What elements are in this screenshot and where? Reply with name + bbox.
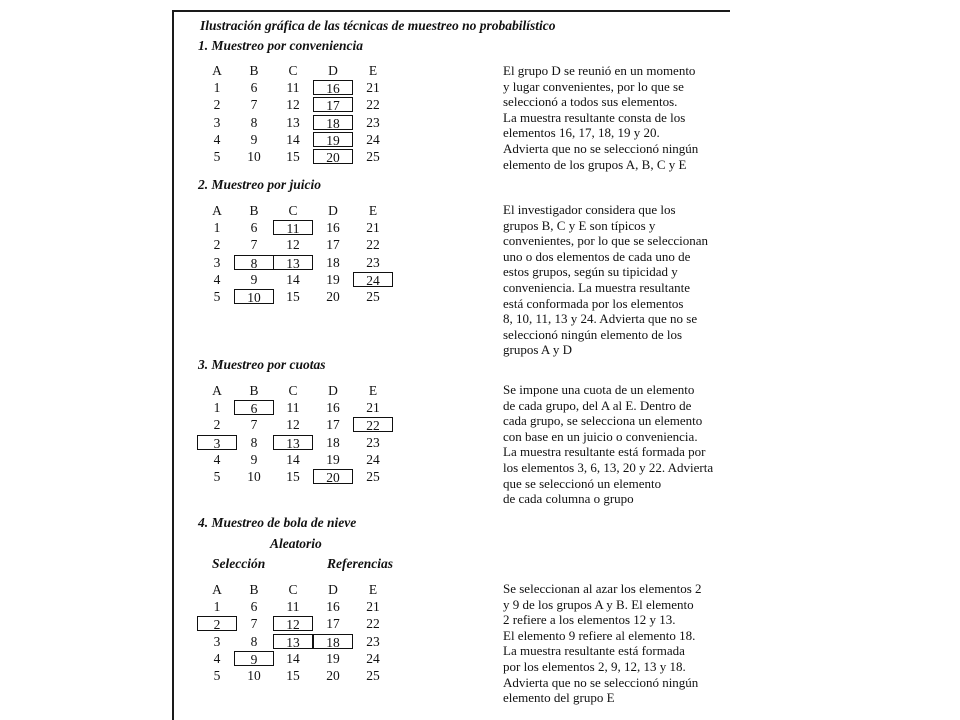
section-4-title: 4. Muestreo de bola de nieve bbox=[198, 515, 357, 530]
description-line: Se seleccionan al azar los elementos 2 bbox=[503, 581, 702, 596]
column-header: A bbox=[212, 582, 222, 597]
column-header: B bbox=[249, 582, 259, 597]
grid-element: 11 bbox=[286, 599, 300, 615]
column-header: B bbox=[249, 63, 259, 78]
description-line: Se impone una cuota de un elemento bbox=[503, 382, 695, 397]
grid-element: 3 bbox=[213, 254, 221, 270]
grid-element: 24 bbox=[366, 650, 380, 666]
grid-element: 1 bbox=[213, 400, 221, 416]
grid-element: 24 bbox=[366, 131, 380, 147]
selected-element: 17 bbox=[313, 97, 353, 112]
label-referencias: Referencias bbox=[327, 556, 393, 571]
grid-element: 14 bbox=[286, 131, 300, 147]
grid-element: 2 bbox=[213, 417, 221, 433]
description-line: los elementos 3, 6, 13, 20 y 22. Advierta bbox=[503, 459, 714, 475]
description-line: El grupo D se reunió en un momento bbox=[503, 63, 696, 78]
grid-element: 25 bbox=[366, 668, 380, 683]
grid-element: 14 bbox=[286, 650, 300, 666]
description-line: seleccionó a todos sus elementos. bbox=[503, 94, 678, 110]
description-line: de cada columna o grupo bbox=[503, 491, 634, 507]
grid-element: 7 bbox=[250, 417, 258, 433]
column-header: C bbox=[288, 383, 298, 398]
description-line: El investigador considera que los bbox=[503, 202, 676, 217]
grid-element: 23 bbox=[366, 114, 380, 130]
selected-element: 13 bbox=[273, 255, 313, 270]
column-header: E bbox=[368, 383, 378, 398]
description-line: uno o dos elementos de cada uno de bbox=[503, 248, 691, 264]
grid-element: 17 bbox=[326, 616, 340, 632]
grid-element: 2 bbox=[213, 237, 221, 253]
selected-element: 3 bbox=[197, 435, 237, 450]
grid-element: 6 bbox=[250, 220, 258, 236]
description-line: elemento de los grupos A, B, C y E bbox=[503, 156, 687, 172]
grid-element: 12 bbox=[286, 237, 300, 253]
grid-element: 16 bbox=[326, 599, 340, 615]
description-line: y lugar convenientes, por lo que se bbox=[503, 78, 684, 94]
grid-element: 19 bbox=[326, 451, 340, 467]
description-line: grupos B, C y E son típicos y bbox=[503, 217, 656, 233]
grid-element: 8 bbox=[250, 633, 258, 649]
selected-element: 13 bbox=[273, 634, 313, 649]
grid-element: 7 bbox=[250, 616, 258, 632]
grid-element: 22 bbox=[366, 237, 380, 253]
grid-element: 15 bbox=[286, 469, 300, 484]
column-header: D bbox=[328, 383, 338, 398]
grid-element: 25 bbox=[366, 149, 380, 164]
grid-element: 5 bbox=[213, 149, 221, 164]
grid-element: 8 bbox=[250, 434, 258, 450]
description-line: elementos 16, 17, 18, 19 y 20. bbox=[503, 125, 660, 141]
description-line: El elemento 9 refiere al elemento 18. bbox=[503, 627, 696, 643]
grid-element: 15 bbox=[286, 149, 300, 164]
selected-element: 6 bbox=[234, 400, 274, 415]
grid-element: 11 bbox=[286, 400, 300, 416]
selected-element: 22 bbox=[353, 417, 393, 432]
grid-element: 12 bbox=[286, 97, 300, 113]
grid-element: 21 bbox=[366, 599, 380, 615]
grid-element: 12 bbox=[286, 417, 300, 433]
grid-element: 10 bbox=[247, 469, 261, 484]
column-header: D bbox=[328, 203, 338, 218]
grid-element: 17 bbox=[326, 237, 340, 253]
selected-element: 12 bbox=[273, 616, 313, 631]
grid-element: 5 bbox=[213, 668, 221, 683]
grid-element: 18 bbox=[326, 254, 340, 270]
document-title: Ilustración gráfica de las técnicas de muestreo no probabilístico bbox=[200, 18, 556, 33]
grid-element: 9 bbox=[250, 131, 258, 147]
selected-element: 19 bbox=[313, 132, 353, 147]
column-header: C bbox=[288, 582, 298, 597]
grid-element: 15 bbox=[286, 668, 300, 683]
grid-element: 2 bbox=[213, 97, 221, 113]
column-header: A bbox=[212, 63, 222, 78]
description-line: seleccionó ningún elemento de los bbox=[503, 326, 683, 342]
grid-element: 21 bbox=[366, 80, 380, 96]
description-line: conveniencia. La muestra resultante bbox=[503, 279, 690, 295]
grid-element: 5 bbox=[213, 289, 221, 304]
grid-element: 22 bbox=[366, 97, 380, 113]
grid-element: 24 bbox=[366, 451, 380, 467]
description-line: grupos A y D bbox=[503, 342, 572, 358]
grid-element: 7 bbox=[250, 97, 258, 113]
description-line: cada grupo, se selecciona un elemento bbox=[503, 413, 703, 429]
grid-element: 1 bbox=[213, 80, 221, 96]
section-3-description bbox=[503, 382, 735, 507]
grid-element: 9 bbox=[250, 451, 258, 467]
selected-element: 16 bbox=[313, 80, 353, 95]
grid-element: 4 bbox=[213, 271, 221, 287]
description-line: y 9 de los grupos A y B. El elemento bbox=[503, 596, 694, 612]
column-header: C bbox=[288, 63, 298, 78]
description-line: La muestra resultante consta de los bbox=[503, 109, 686, 125]
grid-element: 4 bbox=[213, 131, 221, 147]
grid-element: 16 bbox=[326, 220, 340, 236]
description-line: Advierta que no se seleccionó ningún bbox=[503, 140, 699, 156]
grid-element: 4 bbox=[213, 451, 221, 467]
grid-element: 21 bbox=[366, 220, 380, 236]
section-2-description bbox=[503, 202, 735, 358]
grid-element: 7 bbox=[250, 237, 258, 253]
grid-element: 14 bbox=[286, 271, 300, 287]
description-line: 2 refiere a los elementos 12 y 13. bbox=[503, 612, 676, 628]
left-rule bbox=[172, 10, 174, 720]
selected-element: 20 bbox=[313, 469, 353, 484]
grid-element: 20 bbox=[326, 289, 340, 304]
grid-element: 18 bbox=[326, 434, 340, 450]
description-line: estos grupos, según su tipicidad y bbox=[503, 264, 678, 280]
label-aleatorio: Aleatorio bbox=[270, 536, 322, 551]
description-line: convenientes, por lo que se seleccionan bbox=[503, 233, 709, 249]
column-header: C bbox=[288, 203, 298, 218]
selected-element: 11 bbox=[273, 220, 313, 235]
grid-element: 16 bbox=[326, 400, 340, 416]
description-line: La muestra resultante está formada por bbox=[503, 444, 706, 460]
selected-element: 8 bbox=[234, 255, 274, 270]
grid-element: 8 bbox=[250, 114, 258, 130]
description-line: por los elementos 2, 9, 12, 13 y 18. bbox=[503, 658, 686, 674]
grid-element: 15 bbox=[286, 289, 300, 304]
description-line: de cada grupo, del A al E. Dentro de bbox=[503, 397, 692, 413]
column-header: E bbox=[368, 63, 378, 78]
grid-element: 25 bbox=[366, 289, 380, 304]
selected-element: 13 bbox=[273, 435, 313, 450]
description-line: está conformada por los elementos bbox=[503, 295, 684, 311]
grid-element: 1 bbox=[213, 599, 221, 615]
selected-element: 18 bbox=[313, 115, 353, 130]
label-seleccion: Selección bbox=[212, 556, 266, 571]
description-line: con base en un juicio o conveniencia. bbox=[503, 428, 698, 444]
section-2-title: 2. Muestreo por juicio bbox=[198, 177, 322, 192]
grid-element: 19 bbox=[326, 271, 340, 287]
grid-element: 20 bbox=[326, 668, 340, 683]
column-header: A bbox=[212, 383, 222, 398]
grid-element: 10 bbox=[247, 149, 261, 164]
column-header: E bbox=[368, 582, 378, 597]
section-1-description bbox=[503, 63, 735, 172]
grid-element: 4 bbox=[213, 650, 221, 666]
section-1-title: 1. Muestreo por conveniencia bbox=[198, 38, 363, 53]
grid-element: 19 bbox=[326, 650, 340, 666]
grid-element: 10 bbox=[247, 668, 261, 683]
grid-element: 21 bbox=[366, 400, 380, 416]
section-4-description bbox=[503, 581, 735, 706]
selected-element: 2 bbox=[197, 616, 237, 631]
grid-element: 11 bbox=[286, 80, 300, 96]
top-rule bbox=[172, 10, 730, 12]
grid-element: 1 bbox=[213, 220, 221, 236]
column-header: D bbox=[328, 582, 338, 597]
grid-element: 23 bbox=[366, 633, 380, 649]
grid-element: 13 bbox=[286, 114, 300, 130]
grid-element: 9 bbox=[250, 271, 258, 287]
column-header: E bbox=[368, 203, 378, 218]
grid-element: 25 bbox=[366, 469, 380, 484]
grid-element: 14 bbox=[286, 451, 300, 467]
selected-element: 9 bbox=[234, 651, 274, 666]
grid-element: 23 bbox=[366, 434, 380, 450]
grid-element: 6 bbox=[250, 599, 258, 615]
selected-element: 10 bbox=[234, 289, 274, 304]
grid-element: 3 bbox=[213, 114, 221, 130]
section-3-title: 3. Muestreo por cuotas bbox=[198, 357, 326, 372]
description-line: elemento del grupo E bbox=[503, 690, 615, 706]
grid-element: 5 bbox=[213, 469, 221, 484]
grid-element: 17 bbox=[326, 417, 340, 433]
grid-element: 6 bbox=[250, 80, 258, 96]
grid-element: 23 bbox=[366, 254, 380, 270]
column-header: D bbox=[328, 63, 338, 78]
description-line: La muestra resultante está formada bbox=[503, 643, 685, 659]
selected-element: 18 bbox=[313, 634, 353, 649]
column-header: A bbox=[212, 203, 222, 218]
column-header: B bbox=[249, 203, 259, 218]
selected-element: 20 bbox=[313, 149, 353, 164]
description-line: que se seleccionó un elemento bbox=[503, 475, 662, 491]
description-line: Advierta que no se seleccionó ningún bbox=[503, 674, 699, 690]
grid-element: 22 bbox=[366, 616, 380, 632]
grid-element: 3 bbox=[213, 633, 221, 649]
description-line: 8, 10, 11, 13 y 24. Advierta que no se bbox=[503, 311, 698, 327]
column-header: B bbox=[249, 383, 259, 398]
selected-element: 24 bbox=[353, 272, 393, 287]
